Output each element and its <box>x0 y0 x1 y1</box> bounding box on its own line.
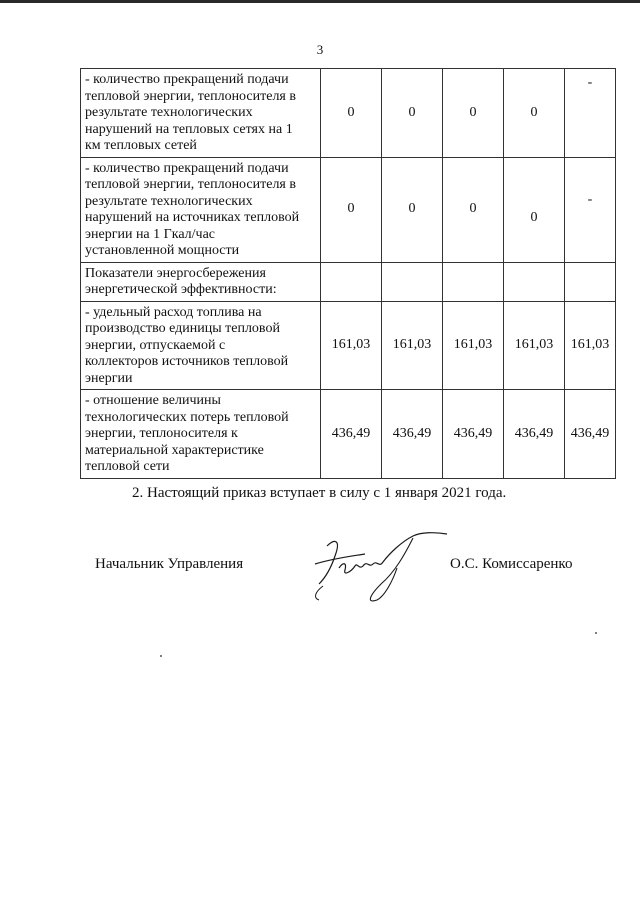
table-cell: 161,03 <box>321 301 382 390</box>
table-cell: 436,49 <box>321 390 382 479</box>
handwritten-signature <box>305 528 455 608</box>
label-line: Показатели энергосбережения <box>85 265 266 281</box>
label-line: - количество прекращений подачи <box>85 160 289 176</box>
order-clause: 2. Настоящий приказ вступает в силу с 1 января 2021 года. <box>132 485 507 501</box>
table-cell <box>321 262 382 301</box>
row-label <box>81 262 321 301</box>
table-cell: 161,03 <box>443 301 504 390</box>
table-cell: - <box>565 69 616 158</box>
page-number: 3 <box>316 42 324 57</box>
top-border-line <box>0 0 640 3</box>
label-line: энергии, теплоносителя к <box>85 426 238 441</box>
label-line: результате технологических <box>85 193 253 209</box>
table-row <box>81 157 616 262</box>
signer-name: О.С. Комиссаренко <box>450 556 573 572</box>
row-label <box>81 301 321 390</box>
table-cell: 0 <box>321 157 382 262</box>
table-cell: 0 <box>382 157 443 262</box>
label-line: результате технологических <box>85 105 253 120</box>
table-cell: 161,03 <box>382 301 443 390</box>
label-line: тепловой сети <box>85 459 170 474</box>
table-cell: 0 <box>382 69 443 158</box>
label-line: тепловой энергии, теплоносителя в <box>85 88 296 104</box>
table-cell: 0 <box>443 157 504 262</box>
table-cell <box>504 262 565 301</box>
table-cell: 436,49 <box>504 390 565 479</box>
table-cell <box>565 262 616 301</box>
signer-title: Начальник Управления <box>95 556 244 572</box>
row-label <box>81 390 321 479</box>
table-cell <box>443 262 504 301</box>
scan-speck <box>595 632 597 634</box>
label-line: установленной мощности <box>85 243 240 258</box>
label-line: энергии, отпускаемой с <box>85 337 226 353</box>
table-cell <box>382 262 443 301</box>
label-line: коллекторов источников тепловой <box>85 354 289 369</box>
row-label <box>81 157 321 262</box>
row-label <box>81 69 321 158</box>
table-row <box>81 301 616 390</box>
label-line: - количество прекращений подачи <box>85 72 289 87</box>
table-cell: 0 <box>321 69 382 158</box>
table-cell: 0 <box>504 157 565 262</box>
label-line: тепловой энергии, теплоносителя в <box>85 177 296 192</box>
table-cell: 161,03 <box>565 301 616 390</box>
table-row <box>81 262 616 301</box>
label-line: - удельный расход топлива на <box>85 304 262 320</box>
label-line: энергетической эффективности: <box>85 282 277 297</box>
table-cell: - <box>565 157 616 262</box>
table-row <box>81 390 616 479</box>
label-line: - отношение величины <box>85 393 221 408</box>
label-line: км тепловых сетей <box>85 138 197 153</box>
label-line: технологических потерь тепловой <box>85 409 289 425</box>
table-cell: 0 <box>504 69 565 158</box>
label-line: нарушений на источниках тепловой <box>85 210 300 225</box>
table-cell: 0 <box>443 69 504 158</box>
table-cell: 436,49 <box>565 390 616 479</box>
table-row <box>81 69 616 158</box>
label-line: материальной характеристике <box>85 442 264 458</box>
indicators-table <box>80 68 616 479</box>
scan-speck <box>160 655 162 657</box>
label-line: производство единицы тепловой <box>85 321 280 336</box>
table-cell: 161,03 <box>504 301 565 390</box>
label-line: энергии на 1 Гкал/час <box>85 226 216 242</box>
table-cell: 436,49 <box>382 390 443 479</box>
label-line: нарушений на тепловых сетях на 1 <box>85 121 293 137</box>
table-cell: 436,49 <box>443 390 504 479</box>
label-line: энергии <box>85 370 133 386</box>
